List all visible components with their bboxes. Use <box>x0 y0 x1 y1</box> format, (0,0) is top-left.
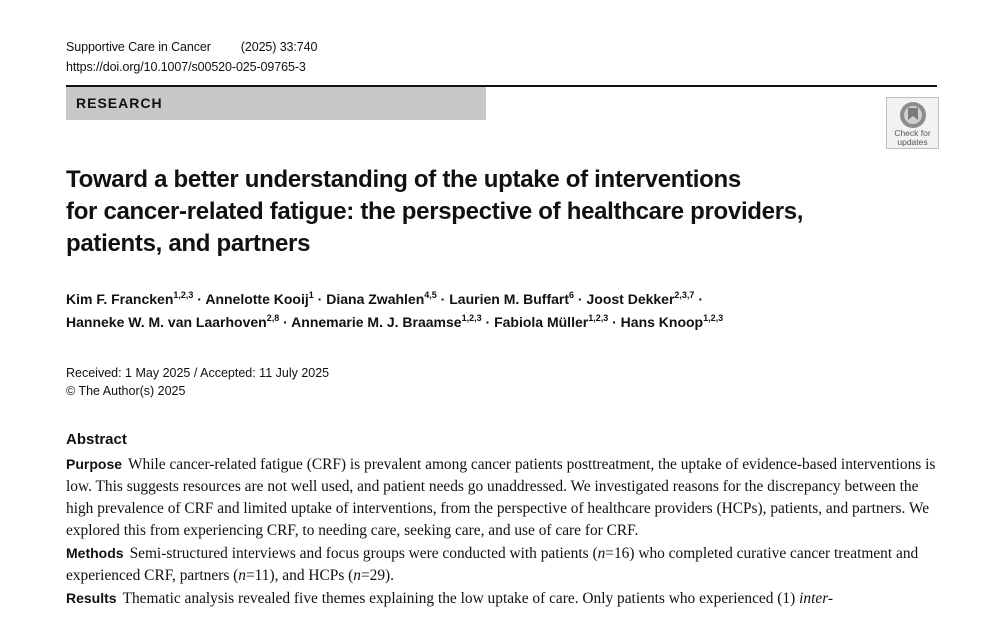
author-name[interactable]: Diana Zwahlen <box>326 291 425 307</box>
check-for-updates-badge[interactable] <box>886 97 939 149</box>
author-affiliation: 2,8 <box>266 313 280 323</box>
copyright: © The Author(s) 2025 <box>66 384 186 398</box>
purpose-text: While cancer-related fatigue (CRF) is prevalent among cancer patients posttreatment, the uptake of evidence-based interventions is low. This suggests resources are not well used, and patient needs go unaddressed. We investigated reasons for the discrepancy between the high prevalence of CRF and limited uptake of interventions, from the perspective of healthcare providers (HCPs), patients, and partners. We explored this from experiencing CRF, to needing care, seeking care, and use of care for CRF. <box>66 456 936 539</box>
author-affiliation: 1,2,3 <box>588 313 609 323</box>
author-line-1: Kim F. Francken$^{1,2,3}$ · Annelotte Kooij$^1$ · Diana Zwahlen$^{4,5}$ · Laurien M. Buffart$^6$ · Joost Dekker$^{2,3,7}$ · <box>66 290 704 307</box>
author-name[interactable]: Hanneke W. M. van Laarhoven <box>66 314 267 330</box>
journal-header <box>66 37 317 77</box>
journal-volume: (2025) 33:740 <box>240 40 318 54</box>
author-affiliation: 1,2,3 <box>703 313 724 323</box>
check-updates-line2: updates <box>897 137 928 147</box>
author-name[interactable]: Annemarie M. J. Braamse <box>291 314 462 330</box>
methods-n: n <box>597 545 606 562</box>
author-affiliation: 6 <box>569 290 575 300</box>
article-dates <box>66 364 329 400</box>
check-updates-line1: Check for <box>894 128 931 138</box>
author-name[interactable]: Hans Knoop <box>620 314 704 330</box>
results-italic: inter- <box>799 590 833 607</box>
section-label: RESEARCH <box>76 95 163 111</box>
received-accepted: Received: 1 May 2025 / Accepted: 11 July 2025 <box>66 366 330 380</box>
abstract-body <box>66 453 937 610</box>
methods-text: Semi-structured interviews and focus groups were conducted with patients ( <box>129 545 598 562</box>
abstract-heading: Abstract <box>66 431 127 448</box>
author-affiliation: 2,3,7 <box>674 290 695 300</box>
methods-label: Methods <box>66 545 124 561</box>
purpose-label: Purpose <box>66 456 123 472</box>
title-line-1: Toward a better understanding of the uptake of interventions <box>66 166 741 193</box>
abstract-results <box>66 587 937 610</box>
author-name[interactable]: Kim F. Francken <box>66 291 174 307</box>
methods-n: n <box>238 567 246 584</box>
methods-text: =11), and HCPs ( <box>245 567 354 584</box>
author-line-2: Hanneke W. M. van Laarhoven$^{2,8}$ · Annemarie M. J. Braamse$^{1,2,3}$ · Fabiola Müller$^{1,2,3}$ · Hans Knoop$^{1,2,3}$ <box>66 313 724 330</box>
check-updates-icon <box>899 101 927 129</box>
methods-n: n <box>353 567 361 584</box>
article-title <box>66 164 866 260</box>
author-name[interactable]: Joost Dekker <box>586 291 675 307</box>
methods-text: =29). <box>360 567 395 584</box>
author-affiliation: 1,2,3 <box>461 313 482 323</box>
title-line-3: patients, and partners <box>66 230 311 257</box>
author-affiliation: 1 <box>308 290 314 300</box>
author-affiliation: 1,2,3 <box>173 290 194 300</box>
author-name[interactable]: Laurien M. Buffart <box>449 291 570 307</box>
doi-link[interactable]: https://doi.org/10.1007/s00520-025-09765-3 <box>66 60 306 74</box>
results-label: Results <box>66 590 117 606</box>
author-name[interactable]: Annelotte Kooij <box>205 291 309 307</box>
results-text: Thematic analysis revealed five themes explaining the low uptake of care. Only patients who experienced (1) <box>122 590 796 607</box>
abstract-methods <box>66 542 937 587</box>
author-affiliation: 4,5 <box>424 290 437 300</box>
author-name[interactable]: Fabiola Müller <box>494 314 589 330</box>
title-line-2: for cancer-related fatigue: the perspective of healthcare providers, <box>66 198 804 225</box>
abstract-purpose <box>66 453 937 542</box>
journal-name: Supportive Care in Cancer <box>66 40 211 54</box>
methods-text: =16) who completed curative cancer treatment and experienced CRF, partners ( <box>66 545 919 584</box>
section-band <box>66 87 486 120</box>
author-list <box>66 288 946 334</box>
